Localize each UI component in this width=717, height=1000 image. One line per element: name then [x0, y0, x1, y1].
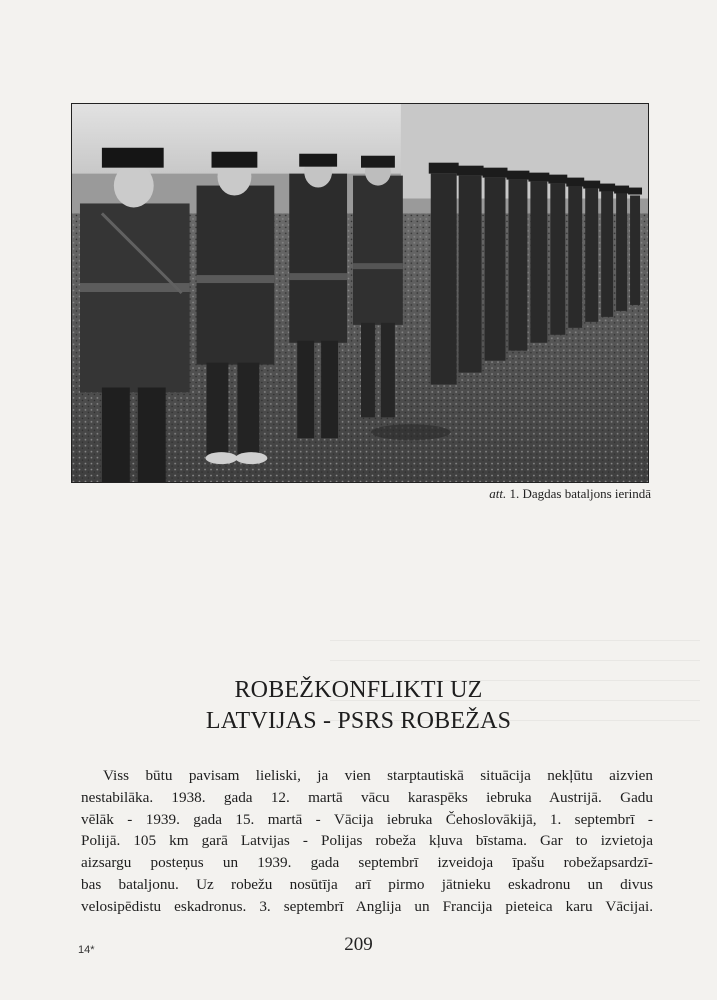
- caption-text: 1. Dagdas bataljons ierindā: [509, 486, 651, 501]
- body-line: vēlāk - 1939. gada 15. martā - Vācija iebruka Čehoslovākijā, 1. septembrī -: [81, 810, 653, 828]
- printer-signature: 14*: [78, 944, 95, 956]
- photo-illustration: [72, 104, 648, 482]
- chapter-title: [0, 675, 717, 737]
- body-line: bas bataljonu. Uz robežu nosūtīja arī pirmo jātnieku eskadronu un divus: [81, 875, 653, 893]
- figure-caption: [489, 486, 651, 502]
- page-number: 209: [344, 934, 373, 955]
- body-line: velosipēdistu eskadronus. 3. septembrī Anglija un Francija pieteica karu Vācijai.: [81, 897, 653, 915]
- body-line: Viss būtu pavisam lieliski, ja vien starptautiskā situācija nekļūtu aizvien: [103, 767, 653, 784]
- body-line: Polijā. 105 km garā Latvijas - Polijas robeža kļuva bīstama. Gar to izvietoja: [81, 832, 653, 850]
- soldiers-photo: [71, 103, 649, 483]
- body-line: aizsargu posteņus un 1939. gada septembrī izveidoja īpašu robežapsardzī-: [81, 854, 653, 872]
- chapter-title-line-1: ROBEŽKONFLIKTI UZ: [234, 677, 483, 703]
- body-line: nestabilāka. 1938. gada 12. martā vācu karaspēks iebruka Austrijā. Gadu: [81, 788, 653, 806]
- bleed-through-line: [330, 660, 700, 661]
- caption-abbreviation: att.: [489, 486, 507, 501]
- chapter-title-line-2: LATVIJAS - PSRS ROBEŽAS: [205, 708, 512, 734]
- body-paragraph: [81, 765, 653, 918]
- bleed-through-line: [330, 640, 700, 641]
